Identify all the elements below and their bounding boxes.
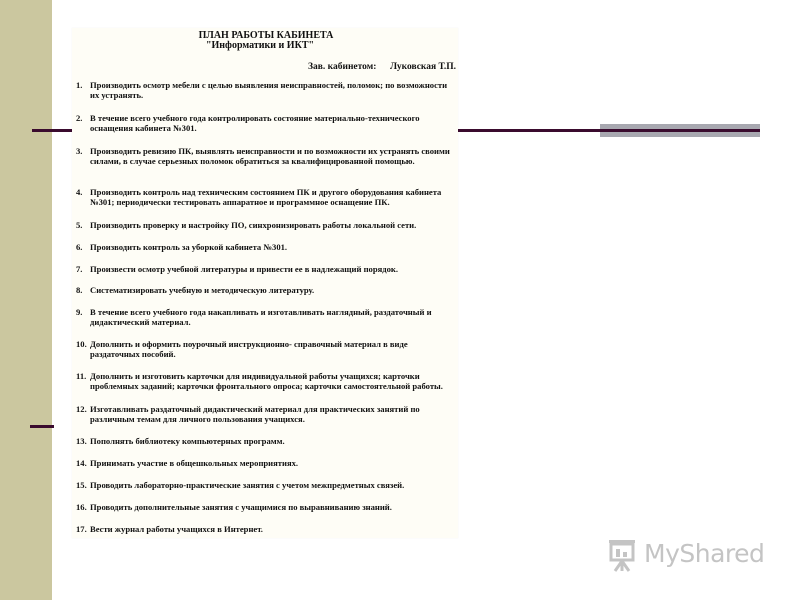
- item-text: В течение всего учебного года накапливать и изготавливать наглядный, раздаточный и дидактический материал.: [90, 307, 432, 328]
- scanned-document: [72, 28, 458, 538]
- list-item: [76, 187, 454, 208]
- document-subtitle: "Информатики и ИКТ": [205, 40, 315, 51]
- list-item: [76, 146, 454, 167]
- item-text: В течение всего учебного года контролировать состояние материально-технического оснащения кабинета №301.: [90, 113, 420, 134]
- list-item: [76, 285, 454, 295]
- logo-text: MyShared: [644, 539, 765, 568]
- item-number: 8.: [76, 285, 83, 295]
- list-item: [76, 242, 454, 252]
- item-number: 17.: [76, 524, 87, 534]
- item-number: 2.: [76, 113, 83, 123]
- list-item: [76, 264, 454, 274]
- document-title: ПЛАН РАБОТЫ КАБИНЕТА: [198, 30, 334, 41]
- myshared-logo[interactable]: [606, 537, 766, 575]
- list-item: [76, 80, 454, 101]
- item-text: Изготавливать раздаточный дидактический материал для практических занятий по различным темам для личного пользования учащихся.: [90, 404, 420, 425]
- list-item: [76, 371, 454, 392]
- item-text: Вести журнал работы учащихся в Интернет.: [90, 524, 263, 534]
- list-item: [76, 404, 454, 425]
- item-number: 3.: [76, 146, 83, 156]
- item-number: 12.: [76, 404, 87, 414]
- head-name: Луковская Т.П.: [390, 62, 457, 72]
- list-item: [76, 458, 454, 468]
- head-label: Зав. кабинетом:: [308, 62, 377, 72]
- list-item: [76, 113, 454, 134]
- item-number: 9.: [76, 307, 83, 317]
- item-text: Производить контроль над техническим состоянием ПК и другого оборудования кабинета №301; периодически тестировать аппаратное и программное оснащение ПК.: [90, 187, 442, 208]
- item-text: Дополнить и изготовить карточки для индивидуальной работы учащихся; карточки проблемных заданий; карточки фронтального опроса; карточки самостоятельной работы.: [90, 371, 443, 392]
- presentation-board-icon: [606, 538, 638, 572]
- item-text: Производить осмотр мебели с целью выявления неисправностей, поломок; по возможности их устранять.: [90, 80, 448, 101]
- item-number: 15.: [76, 480, 87, 490]
- list-item: [76, 339, 454, 360]
- item-number: 7.: [76, 264, 83, 274]
- list-item: [76, 502, 454, 512]
- item-number: 10.: [76, 339, 87, 349]
- item-text: Проводить дополнительные занятия с учащимися по выравниванию знаний.: [90, 502, 392, 512]
- rule-accent-line: [600, 129, 760, 132]
- item-text: Принимать участие в общешкольных мероприятиях.: [90, 458, 299, 468]
- item-text: Пополнять библиотеку компьютерных программ.: [90, 436, 285, 446]
- list-item: [76, 436, 454, 446]
- item-text: Производить проверку и настройку ПО, синхронизировать работы локальной сети.: [90, 220, 417, 230]
- item-number: 16.: [76, 502, 87, 512]
- list-item: [76, 524, 454, 534]
- item-text: Проводить лабораторно-практические занятия с учетом межпредметных связей.: [90, 480, 405, 490]
- list-item: [76, 220, 454, 230]
- item-number: 1.: [76, 80, 83, 90]
- item-number: 11.: [76, 371, 87, 381]
- small-rule: [30, 425, 54, 428]
- item-number: 13.: [76, 436, 87, 446]
- left-decor-bar: [0, 0, 52, 600]
- item-number: 5.: [76, 220, 83, 230]
- item-text: Произвести осмотр учебной литературы и привести ее в надлежащий порядок.: [90, 264, 398, 274]
- item-number: 14.: [76, 458, 87, 468]
- item-text: Систематизировать учебную и методическую литературу.: [90, 285, 315, 295]
- rule-accent-block: [600, 124, 760, 137]
- item-number: 4.: [76, 187, 83, 197]
- item-text: Дополнить и оформить поурочный инструкционно- справочный материал в виде раздаточных пособий.: [90, 339, 408, 360]
- item-text: Производить ревизию ПК, выявлять неисправности и по возможности их устранять своими силами, в случае серьезных поломок обратиться за квалифицированной помощью.: [90, 146, 450, 167]
- item-text: Производить контроль за уборкой кабинета №301.: [90, 242, 288, 252]
- list-item: [76, 480, 454, 490]
- list-item: [76, 307, 454, 328]
- item-number: 6.: [76, 242, 83, 252]
